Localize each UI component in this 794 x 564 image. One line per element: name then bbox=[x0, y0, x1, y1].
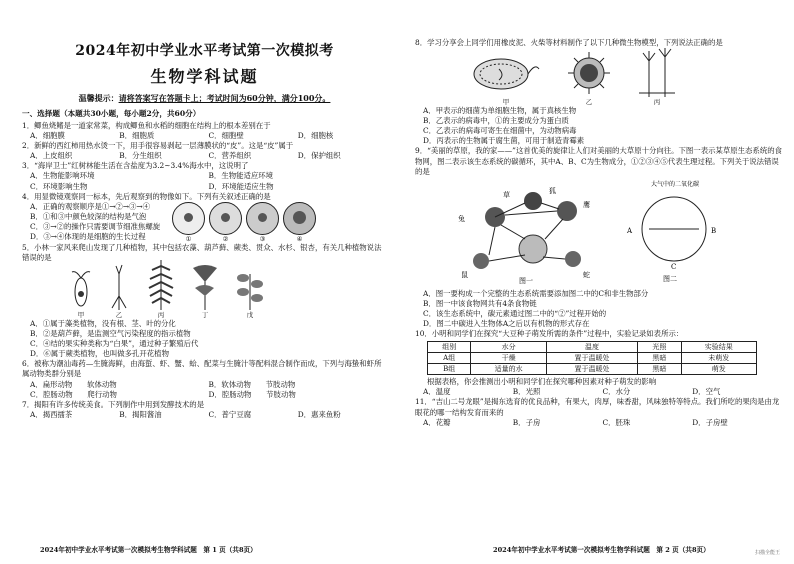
figure-label: 甲 bbox=[77, 310, 85, 319]
table-header: 组别 bbox=[428, 342, 471, 353]
option: D．腔肠动物 节肢动物 bbox=[208, 389, 296, 399]
scanner-watermark: 扫描全能王 bbox=[754, 550, 780, 556]
figure-label: 兔 bbox=[458, 214, 465, 223]
table-cell: 置于温暖处 bbox=[546, 364, 637, 375]
figure-label: ① bbox=[185, 234, 192, 243]
option: D．环境能适应生物 bbox=[208, 181, 274, 191]
figure-label: 甲 bbox=[502, 98, 510, 107]
table-row bbox=[428, 364, 757, 375]
food-web-diagram bbox=[455, 177, 605, 287]
cell-image bbox=[172, 202, 205, 235]
question-stem: 9．“美丽的草原，我的家——”这首优美的旋律让人们对美丽的大草原十分向往。下图一表示某草原生态系统的食物网，图二表示该生态系统的碳循环，其中A、B、C为生物成分，①②③④⑤代表生理过程。下列关于说法错误的是 bbox=[415, 146, 783, 176]
question-10 bbox=[415, 329, 782, 397]
table-cell: 适量的水 bbox=[471, 364, 546, 375]
question-stem: 11．“吉山二号龙眼”是揭东选育的优良品种，有果大，肉厚，味香甜，风味独特等特点。我们所吃的果肉是由龙眼花的哪一结构发育而来的 bbox=[415, 397, 780, 417]
tip-text: 请将答案写在答题卡上；考试时间为60分钟，满分100分。 bbox=[118, 93, 331, 103]
fox-icon bbox=[524, 192, 542, 210]
experiment-table bbox=[427, 341, 757, 375]
table-header: 光照 bbox=[638, 342, 681, 353]
option: C．乙表示的病毒可寄生在细菌中，为动物病毒 bbox=[423, 126, 577, 136]
option: A．揭西擂茶 bbox=[30, 409, 73, 419]
page-footer: 2024年初中学业水平考试第一次模拟考生物学科试题 第 2 页（共8页） bbox=[493, 546, 710, 554]
grass-icon bbox=[519, 235, 547, 263]
question-5 bbox=[22, 243, 387, 360]
option: C．腔肠动物 爬行动物 bbox=[30, 389, 117, 399]
figure-label: ④ bbox=[296, 234, 303, 243]
fern-icon bbox=[146, 258, 176, 310]
question-stem-2: 根据表格，你会推测出小明和同学们在探究哪种因素对种子萌发的影响 bbox=[427, 377, 657, 387]
option: D．图二中碳进入生物体A之后以有机物的形式存在 bbox=[423, 319, 590, 329]
option: D．子房壁 bbox=[692, 417, 728, 427]
figure-label: 乙 bbox=[115, 310, 123, 319]
figure-label: ③ bbox=[259, 234, 266, 243]
option: C．环境影响生物 bbox=[30, 181, 88, 191]
option: A．图一要构成一个完整的生态系统需要添加图二中的C和非生物部分 bbox=[423, 288, 649, 298]
option: C．细胞壁 bbox=[208, 131, 244, 141]
option: D．空气 bbox=[692, 387, 721, 397]
option: A．温度 bbox=[423, 387, 451, 397]
option: C．水分 bbox=[602, 387, 631, 397]
option: D．保护组织 bbox=[297, 151, 341, 161]
table-cell: 置于温暖处 bbox=[546, 353, 637, 364]
option: D．丙表示的生物属于腐生菌，可用于制造青霉素 bbox=[423, 136, 585, 146]
figure-caption: 图二 bbox=[663, 274, 677, 283]
mouse-icon bbox=[473, 253, 489, 269]
figure-label: 戊 bbox=[246, 310, 254, 319]
virus-icon bbox=[563, 49, 615, 97]
option: A．细胞膜 bbox=[30, 131, 65, 141]
question-stem: 2．新鲜的西红柿用热水烫一下，用手很容易剥起一层薄膜状的“皮”。这是“皮”属于 bbox=[22, 141, 294, 151]
option: D．⑥属于蕨类植物，也叫做多孔开花植物 bbox=[30, 349, 169, 359]
option: B．揭阳酱油 bbox=[119, 409, 162, 419]
tip-line bbox=[22, 93, 387, 104]
exam-title: 2024年初中学业水平考试第一次模拟考 bbox=[75, 43, 334, 59]
option: C．③→②的操作只需要调节细准焦螺旋 bbox=[30, 221, 161, 231]
option: B．乙表示的病毒中，①的主要成分为蛋白质 bbox=[423, 116, 569, 126]
snake-icon bbox=[565, 251, 581, 267]
figure-label: 狐 bbox=[549, 186, 556, 195]
table-cell: 黑暗 bbox=[638, 364, 681, 375]
option: B．①和③中颜色较深的结构是气泡 bbox=[30, 211, 147, 221]
question-stem: 1．鲫鱼烧鳍是一道家常菜，构成鲫鱼和水稻的细胞在结构上的根本差别在于 bbox=[22, 121, 271, 130]
question-8 bbox=[415, 38, 782, 146]
ecosystem-figure bbox=[415, 177, 782, 289]
figure-label: 大气中的二氧化碳 bbox=[651, 180, 700, 188]
tip-label: 温馨提示： bbox=[78, 93, 119, 103]
question-stem: 5．小林一家风来爬山发现了几种植物，其中包括农藻、葫芦藓、蕨类、贯众、水杉、银杏，有关几种植物说法错误的是 bbox=[22, 242, 382, 262]
figure-label: 丙 bbox=[653, 98, 661, 107]
table-header: 温度 bbox=[546, 342, 637, 353]
mold-icon bbox=[637, 47, 677, 97]
question-2 bbox=[22, 141, 387, 161]
question-4 bbox=[22, 192, 387, 243]
plant-figure bbox=[22, 263, 387, 319]
question-9 bbox=[415, 146, 782, 329]
option: B．软体动物 节肢动物 bbox=[208, 379, 296, 389]
section-heading: 一、选择题（本题共30小题，每小题2分，共60分） bbox=[22, 109, 201, 118]
page-footer: 2024年初中学业水平考试第一次模拟考生物学科试题 第 1 页（共8页） bbox=[40, 546, 257, 554]
moss-icon bbox=[106, 262, 132, 310]
bacterium-icon bbox=[471, 51, 541, 97]
figure-label: 草 bbox=[503, 190, 510, 199]
option: D．③→④体现的是细胞的生长过程 bbox=[30, 232, 146, 242]
table-header-row bbox=[428, 342, 757, 353]
option: A．扁形动物 软体动物 bbox=[30, 379, 117, 389]
leaf-branch-icon bbox=[234, 264, 266, 310]
figure-label: 丁 bbox=[201, 310, 209, 319]
option: B．光照 bbox=[512, 387, 541, 397]
node-a: A bbox=[627, 226, 633, 235]
figure-label: ② bbox=[222, 234, 229, 243]
microscope-figure bbox=[172, 202, 316, 243]
question-stem: 6．被称为潮汕毒药—生腌海鲜，由海蜇、虾、蟹、蛤、配菜与生腌汁等配料混合制作而成，下列与海蛰和虾所属动物类群分别是 bbox=[22, 359, 382, 379]
carbon-cycle-diagram bbox=[619, 177, 729, 287]
table-cell: 萌发 bbox=[681, 364, 756, 375]
option: C．普宁豆腐 bbox=[208, 409, 252, 419]
question-7 bbox=[22, 400, 387, 420]
option: B．分生组织 bbox=[119, 151, 162, 161]
table-cell: 干燥 bbox=[471, 353, 546, 364]
exam-subtitle: 生物学科试题 bbox=[150, 67, 259, 86]
option: A．甲表示的细菌为单细胞生物，属于真核生物 bbox=[423, 106, 577, 116]
table-row bbox=[428, 353, 757, 364]
question-stem: 3．“海岸卫士”红树林能生活在含盐度为3.2~3.4%海水中，这说明了 bbox=[22, 161, 249, 171]
question-stem: 8．学习分享会上同学们用橡皮泥、火柴等材料制作了以下几种微生物模型，下列说法正确的是 bbox=[415, 38, 723, 47]
option: D．细胞核 bbox=[297, 131, 334, 141]
table-header: 实验结果 bbox=[681, 342, 756, 353]
algae-icon bbox=[70, 268, 92, 310]
microbe-figure bbox=[415, 48, 782, 106]
option: A．①属于藻类植物，没有根、茎、叶的分化 bbox=[30, 318, 176, 328]
option: B．子房 bbox=[512, 417, 541, 427]
figure-label: 鼠 bbox=[461, 270, 468, 279]
option: C．胚珠 bbox=[602, 417, 631, 427]
option: B．生物能适应环境 bbox=[208, 171, 274, 181]
figure-caption: 图一 bbox=[519, 276, 533, 285]
question-stem: 4．用显微镜观察同一标本，先后观察到的物像如下。下列有关叙述正确的是 bbox=[22, 191, 271, 201]
question-3 bbox=[22, 161, 387, 191]
figure-label: 乙 bbox=[585, 98, 593, 107]
option: A．花瓣 bbox=[423, 417, 451, 427]
question-stem: 7．揭阳有许多传统美食。下列制作中用到发酵技术的是 bbox=[22, 399, 205, 409]
figure-label: 丙 bbox=[157, 310, 165, 319]
option: C．④结的果实种类称为“白果”，通过种子繁殖后代 bbox=[30, 339, 199, 349]
option: A．上皮组织 bbox=[30, 151, 73, 161]
option: B．细胞质 bbox=[119, 131, 155, 141]
question-6 bbox=[22, 359, 387, 399]
figure-label: 鹰 bbox=[583, 200, 590, 209]
ginkgo-icon bbox=[190, 262, 220, 310]
node-b: B bbox=[711, 226, 717, 235]
table-cell: B组 bbox=[428, 364, 471, 375]
option: A．生物能影响环境 bbox=[30, 171, 95, 181]
option: C．该生态系统中，碳元素通过图二中的“②”过程开始的 bbox=[423, 308, 607, 318]
cell-image bbox=[209, 202, 242, 235]
table-cell: 黑暗 bbox=[638, 353, 681, 364]
table-cell: A组 bbox=[428, 353, 471, 364]
question-stem: 10．小明和同学们在探究“大豆种子萌发所需的条件”过程中，实验记录如表所示： bbox=[415, 329, 684, 339]
option: B．②是葫芦藓，是监测空气污染程度的指示植物 bbox=[30, 329, 191, 339]
option: C．营养组织 bbox=[208, 151, 252, 161]
option: D．惠来鱼粉 bbox=[297, 409, 341, 419]
option: A．正确的观察顺序是①→②→③→④ bbox=[30, 201, 150, 211]
table-header: 水分 bbox=[471, 342, 546, 353]
eagle-icon bbox=[557, 201, 577, 221]
cell-image bbox=[283, 202, 316, 235]
cell-image bbox=[246, 202, 279, 235]
question-1 bbox=[22, 121, 387, 141]
figure-label: 蛇 bbox=[583, 270, 590, 279]
table-cell: 未萌发 bbox=[681, 353, 756, 364]
node-c: C bbox=[671, 262, 677, 271]
question-11 bbox=[415, 397, 782, 427]
page-2 bbox=[397, 0, 794, 564]
option: B．图一中该食物网共有4条食物链 bbox=[423, 298, 537, 308]
